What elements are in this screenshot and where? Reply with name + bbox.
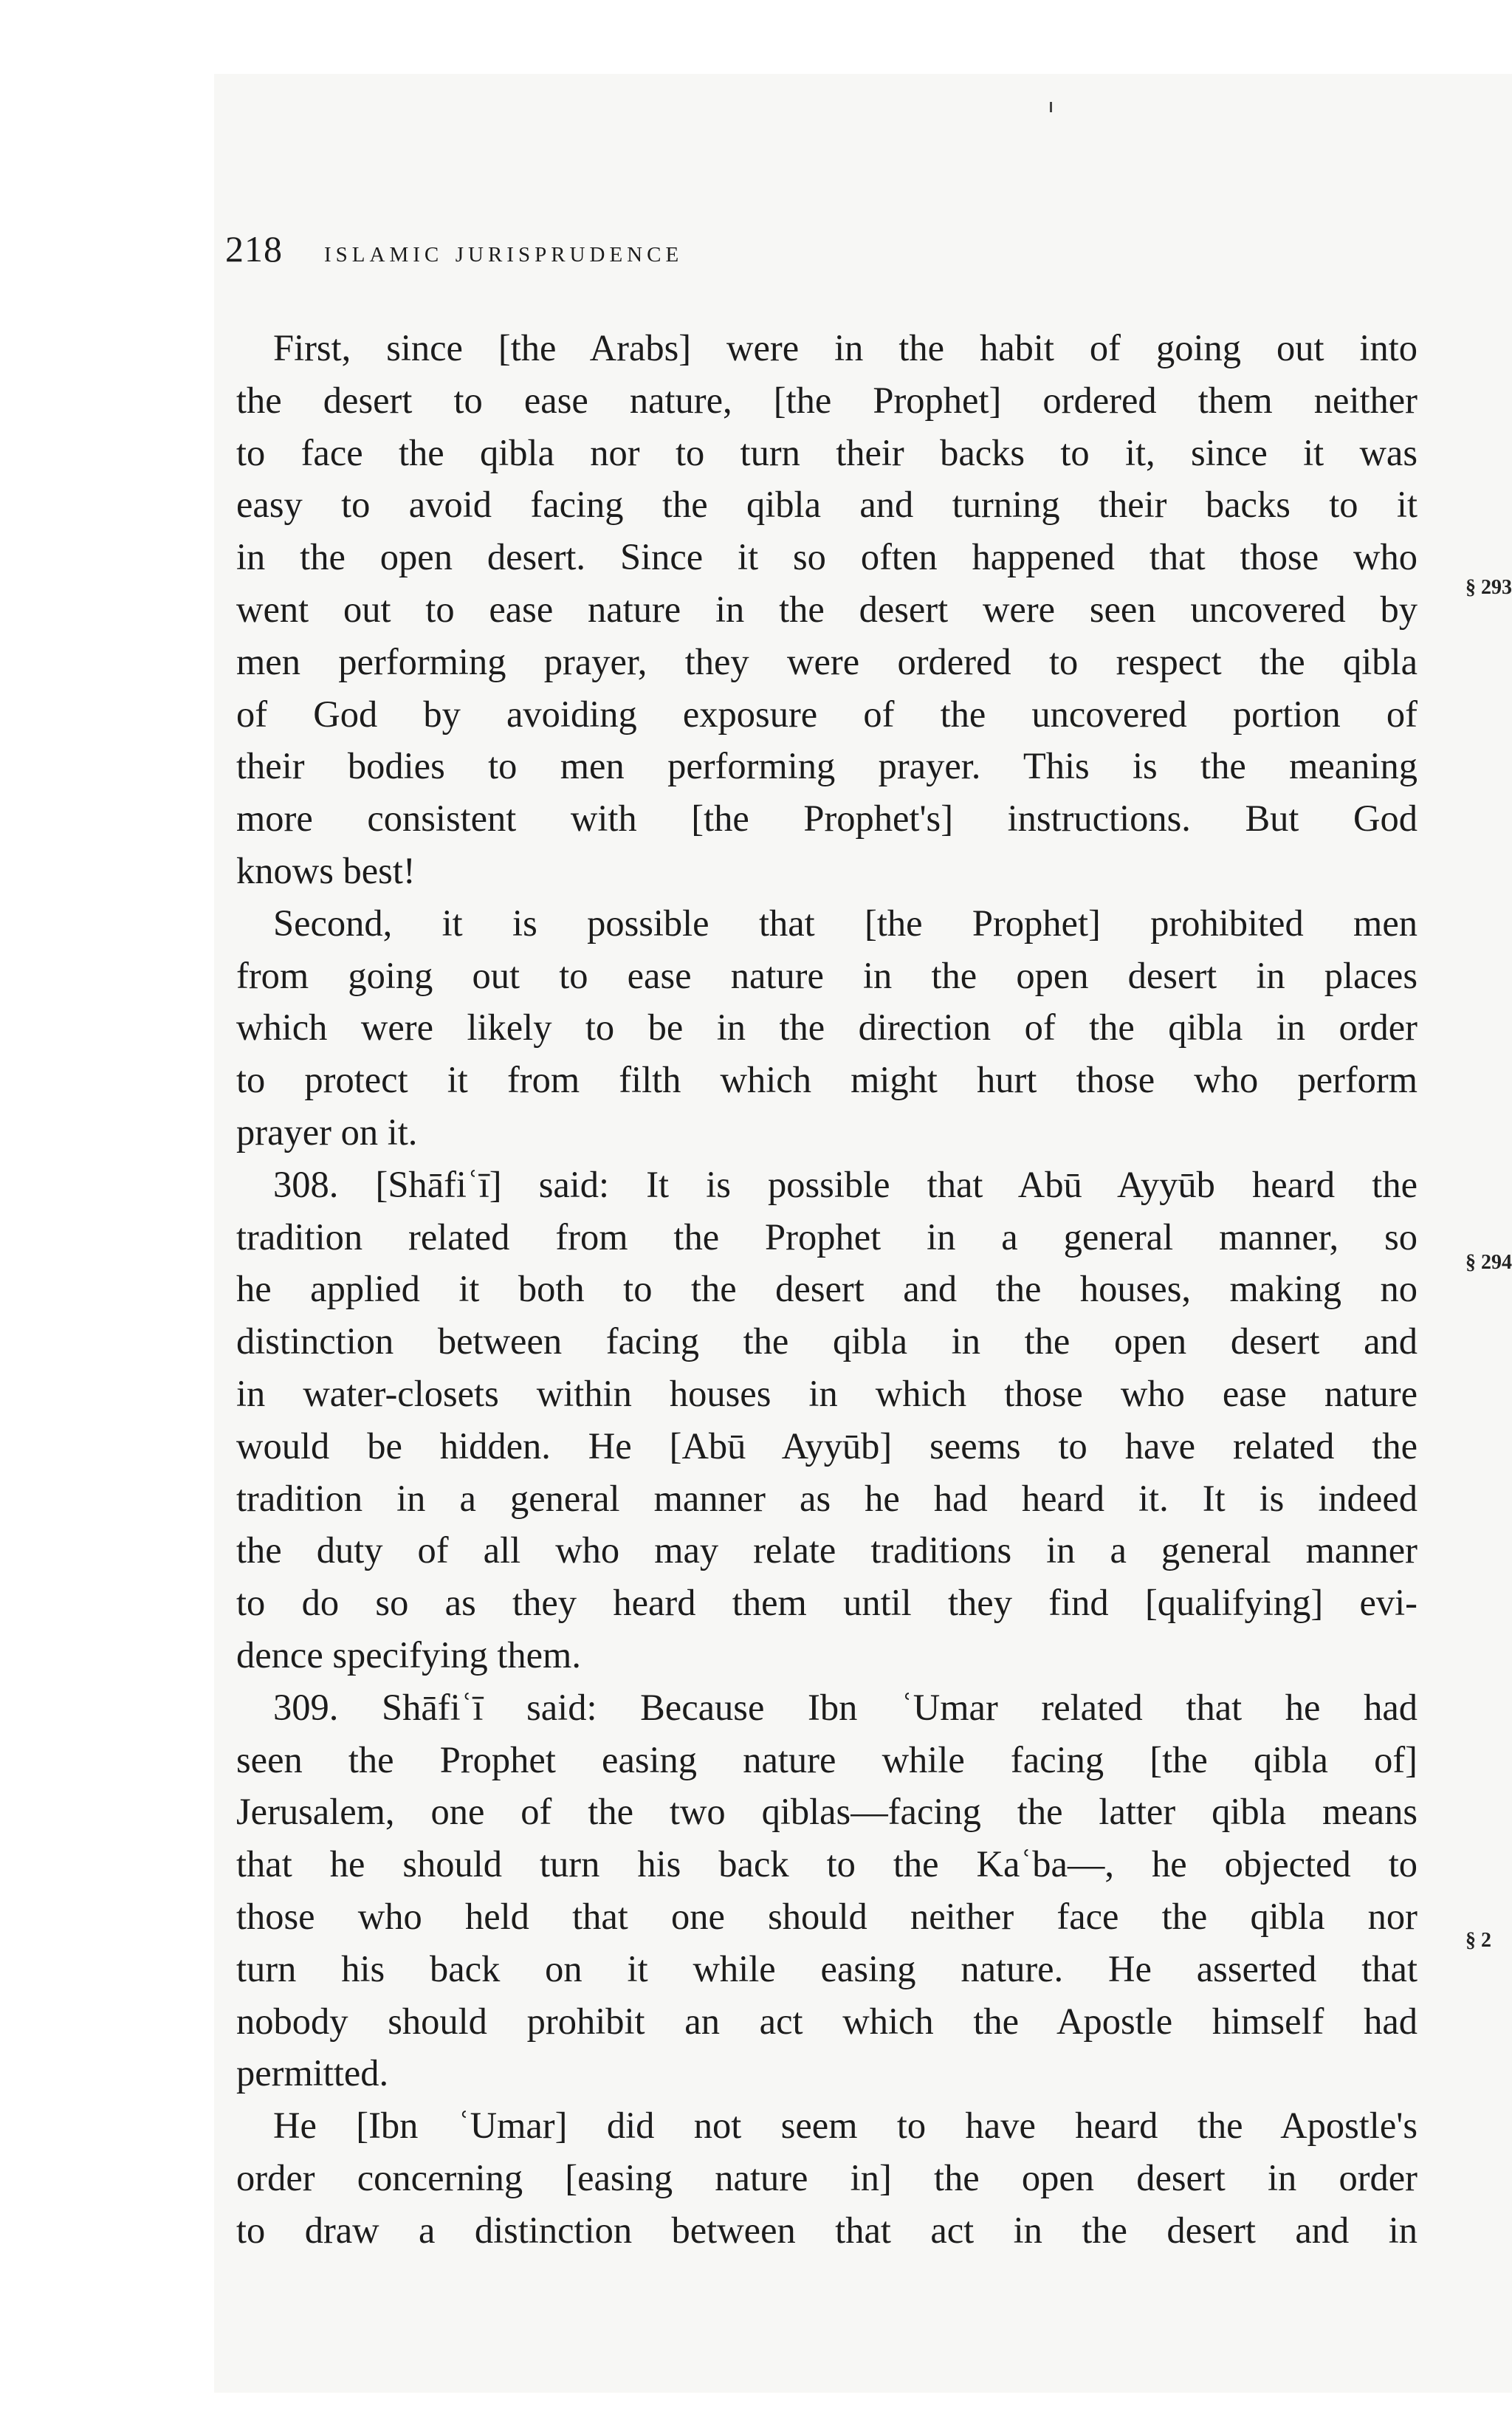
text-line: order concerning [easing nature in] the open desert in order <box>236 2156 1418 2198</box>
text-line: to draw a distinction between that act in the desert and in <box>236 2209 1418 2251</box>
text-line: in the open desert. Since it so often happened that those who <box>236 536 1418 578</box>
text-line: he applied it both to the desert and the houses, making no <box>236 1268 1418 1310</box>
margin-ref-295: § 2 <box>1465 1929 1491 1952</box>
text-line: dence specifying them. <box>236 1633 581 1676</box>
text-line: First, since [the Arabs] were in the habit of going out into <box>273 327 1418 368</box>
running-title: islamic jurisprudence <box>324 235 684 269</box>
text-line: seen the Prophet easing nature while facing [the qibla of] <box>236 1738 1418 1780</box>
text-line: 308. [Shāfiʿī] said: It is possible that Abū Ayyūb heard the <box>273 1163 1418 1205</box>
text-line: tradition related from the Prophet in a general manner, so <box>236 1216 1418 1258</box>
text-line: the duty of all who may relate traditions in a general manner <box>236 1529 1418 1571</box>
text-line: those who held that one should neither face the qibla nor <box>236 1895 1418 1937</box>
text-line: distinction between facing the qibla in the open desert and <box>236 1320 1418 1362</box>
text-line: their bodies to men performing prayer. This is the meaning <box>236 745 1418 787</box>
page-number: 218 <box>225 228 283 270</box>
text-line: knows best! <box>236 849 416 891</box>
text-line: to face the qibla nor to turn their backs to it, since it was <box>236 431 1418 473</box>
text-line: He [Ibn ʿUmar] did not seem to have heard the Apostle's <box>273 2105 1418 2147</box>
scan-mark <box>1050 102 1052 112</box>
page-header <box>225 227 683 279</box>
text-line: to do so as they heard them until they find [qualifying] evi- <box>236 1582 1418 1624</box>
text-line: easy to avoid facing the qibla and turning their backs to it <box>236 484 1418 526</box>
text-line: from going out to ease nature in the open desert in places <box>236 954 1418 996</box>
text-line: went out to ease nature in the desert were seen uncovered by <box>236 588 1418 630</box>
text-line: to protect it from filth which might hurt those who perform <box>236 1059 1418 1101</box>
text-line: the desert to ease nature, [the Prophet] ordered them neither <box>236 379 1418 421</box>
text-line: nobody should prohibit an act which the Apostle himself had <box>236 2000 1418 2042</box>
text-line: that he should turn his back to the Kaʿba—, he objected to <box>236 1843 1418 1885</box>
text-line: 309. Shāfiʿī said: Because Ibn ʿUmar related that he had <box>273 1686 1418 1728</box>
body-text <box>236 322 1418 2256</box>
margin-ref-294: § 294 <box>1465 1251 1512 1274</box>
text-line: permitted. <box>236 2052 389 2094</box>
text-line: prayer on it. <box>236 1111 418 1153</box>
text-line: Jerusalem, one of the two qiblas—facing the latter qibla means <box>236 1791 1418 1833</box>
text-line: Second, it is possible that [the Prophet] prohibited men <box>273 902 1418 944</box>
margin-ref-293: § 293 <box>1465 576 1512 599</box>
text-line: men performing prayer, they were ordered to respect the qibla <box>236 640 1418 682</box>
text-line: more consistent with [the Prophet's] instructions. But God <box>236 798 1418 840</box>
text-line: which were likely to be in the direction of the qibla in order <box>236 1007 1418 1049</box>
text-line: would be hidden. He [Abū Ayyūb] seems to have related the <box>236 1425 1418 1467</box>
text-line: in water-closets within houses in which those who ease nature <box>236 1372 1418 1414</box>
text-line: of God by avoiding exposure of the uncovered portion of <box>236 693 1418 735</box>
text-line: tradition in a general manner as he had heard it. It is indeed <box>236 1477 1418 1519</box>
text-line: turn his back on it while easing nature. He asserted that <box>236 1947 1418 1989</box>
